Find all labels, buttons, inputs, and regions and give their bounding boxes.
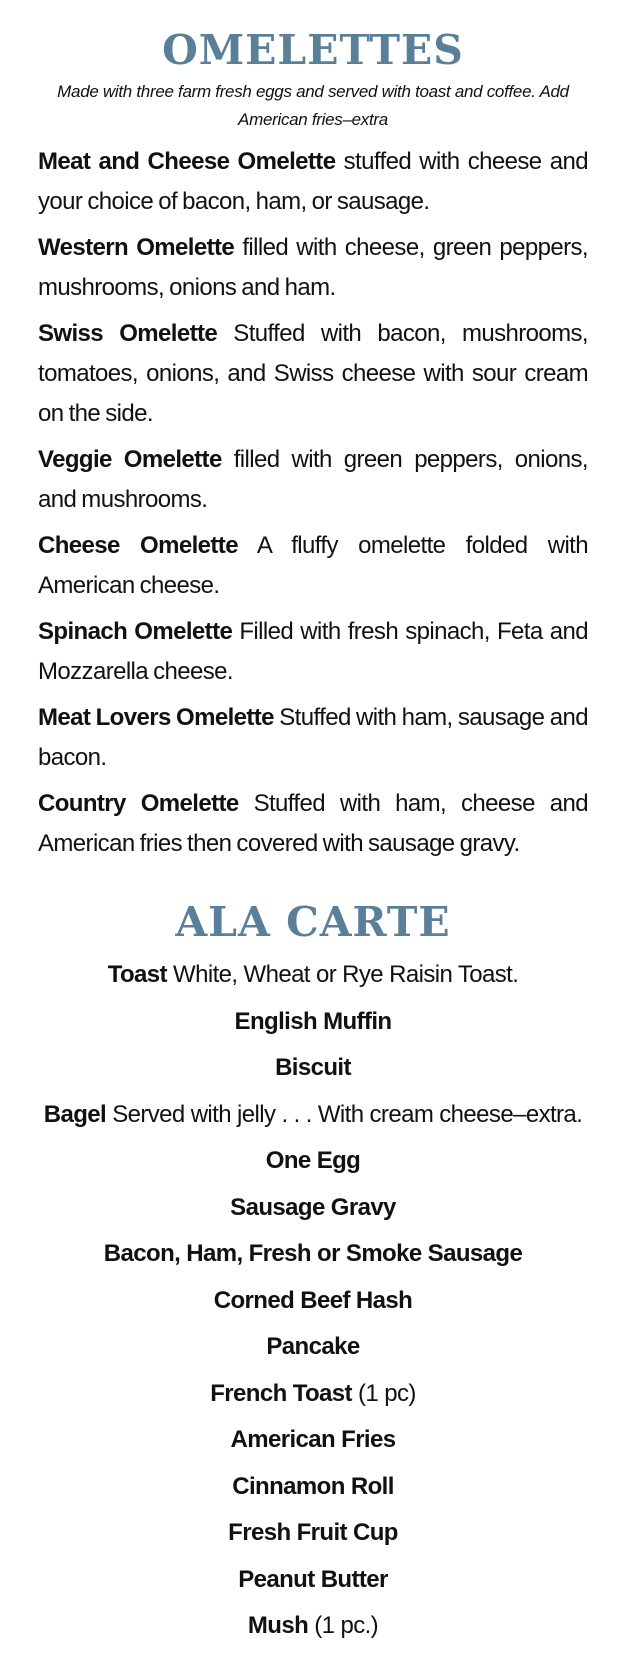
menu-item-name: Sausage Gravy bbox=[230, 1193, 396, 1221]
menu-item-name: French Toast bbox=[210, 1379, 352, 1407]
menu-item-name: Fresh Fruit Cup bbox=[228, 1519, 398, 1546]
menu-item bbox=[38, 526, 588, 606]
menu-item bbox=[38, 952, 588, 999]
menu-item bbox=[38, 612, 588, 692]
menu-item-description: filled with green peppers, onions, and mushrooms. bbox=[38, 446, 588, 513]
menu-item-name: Pancake bbox=[266, 1333, 360, 1360]
menu-item-description: Stuffed with bacon, mushrooms, tomatoes, onions, and Swiss cheese with sour cream on the side. bbox=[38, 320, 588, 427]
menu-item-name: Bacon, Ham, Fresh or Smoke Sausage bbox=[103, 1240, 523, 1267]
menu-item-name: Swiss Omelette bbox=[38, 320, 218, 347]
menu-item-name: Cheese Omelette bbox=[38, 532, 238, 559]
menu-item bbox=[38, 1138, 588, 1185]
menu-item-description: (1 pc.) bbox=[314, 1612, 379, 1639]
menu-item-description: Stuffed with ham, sausage and bacon. bbox=[38, 704, 588, 771]
menu-item-name: Mush bbox=[247, 1612, 309, 1639]
menu-item bbox=[38, 440, 588, 520]
menu-item bbox=[38, 1185, 588, 1232]
menu-item-description: filled with cheese, green peppers, mushrooms, onions and ham. bbox=[38, 234, 589, 301]
menu-item bbox=[38, 228, 588, 308]
menu-item-name: Western Omelette bbox=[38, 234, 235, 261]
omelettes-heading: OMELETTES bbox=[162, 26, 464, 74]
menu-item bbox=[38, 1092, 588, 1139]
menu-item-name: Spinach Omelette bbox=[38, 618, 233, 645]
menu-item bbox=[38, 1371, 588, 1418]
menu-item-name: Toast bbox=[107, 961, 167, 988]
menu-item bbox=[38, 1417, 588, 1464]
menu-item-name: English Muffin bbox=[234, 1007, 392, 1035]
menu-item bbox=[38, 314, 588, 434]
menu-item-name: One Egg bbox=[265, 1147, 361, 1174]
menu-item-name: Meat and Cheese Omelette bbox=[38, 148, 336, 175]
menu-item-description: (1 pc) bbox=[358, 1379, 416, 1407]
menu-item bbox=[38, 1464, 588, 1511]
menu-item-name: American Fries bbox=[230, 1426, 396, 1453]
omelettes-list bbox=[38, 142, 588, 864]
menu-item bbox=[38, 784, 588, 864]
menu-item-name: Corned Beef Hash bbox=[213, 1286, 413, 1314]
menu-item-description: Served with jelly . . . With cream cheese–extra. bbox=[112, 1100, 583, 1128]
menu-item bbox=[38, 1278, 588, 1325]
menu-item bbox=[38, 1045, 588, 1092]
menu-item-name: Peanut Butter bbox=[238, 1565, 388, 1593]
ala-carte-heading: ALA CARTE bbox=[175, 898, 451, 946]
omelettes-subtitle: Made with three farm fresh eggs and served with toast and coffee. Add American fries–extra bbox=[57, 82, 569, 129]
menu-item bbox=[38, 1557, 588, 1604]
menu-item bbox=[38, 1324, 588, 1371]
menu-item-description: Filled with fresh spinach, Feta and Mozzarella cheese. bbox=[38, 618, 588, 685]
menu-item-description: Stuffed with ham, cheese and American fries then covered with sausage gravy. bbox=[38, 790, 588, 857]
menu-item-name: Cinnamon Roll bbox=[232, 1472, 394, 1500]
menu-item-description: White, Wheat or Rye Raisin Toast. bbox=[173, 961, 519, 988]
menu-item bbox=[38, 1510, 588, 1557]
menu-item-description: stuffed with cheese and your choice of bacon, ham, or sausage. bbox=[38, 148, 588, 215]
menu-item-description: A fluffy omelette folded with American cheese. bbox=[38, 532, 588, 599]
menu-item-name: Country Omelette bbox=[38, 790, 239, 817]
menu-item-name: Meat Lovers Omelette bbox=[38, 704, 274, 731]
menu-item-name: Veggie Omelette bbox=[38, 446, 222, 473]
menu-item bbox=[38, 1603, 588, 1650]
menu-item bbox=[38, 142, 588, 222]
menu-item-name: Biscuit bbox=[275, 1054, 351, 1081]
menu-item bbox=[38, 1231, 588, 1278]
menu-item-name: Bagel bbox=[43, 1100, 107, 1128]
menu-item bbox=[38, 698, 588, 778]
menu-item bbox=[38, 999, 588, 1046]
ala-carte-list bbox=[38, 952, 588, 1650]
